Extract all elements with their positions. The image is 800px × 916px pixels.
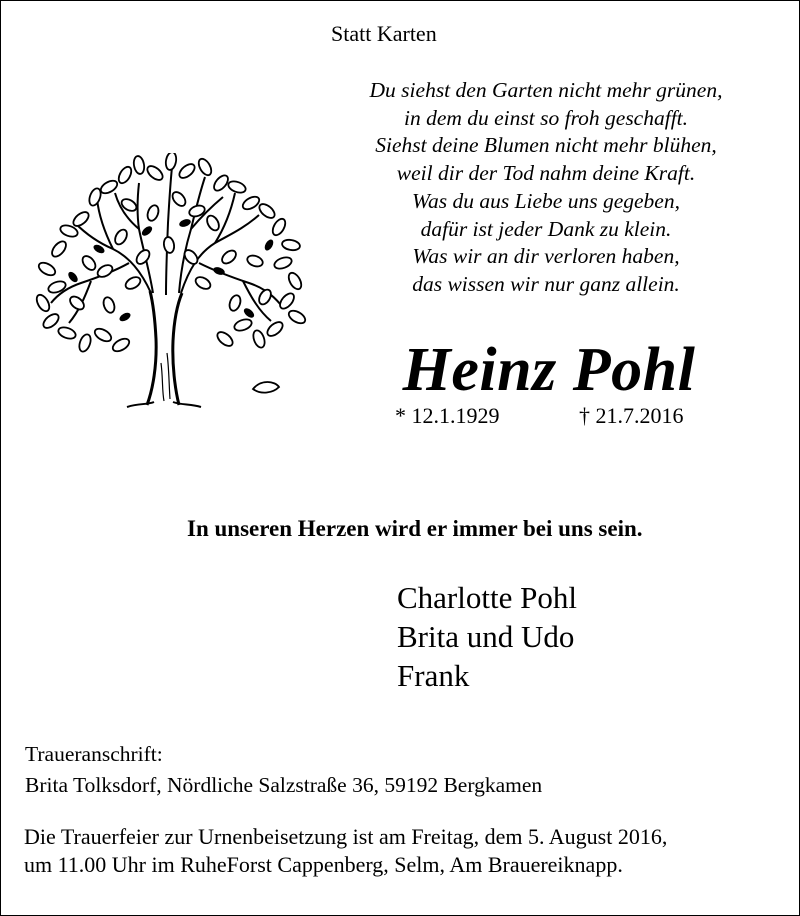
ceremony-line: Die Trauerfeier zur Urnenbeisetzung ist am Freitag, dem 5. August 2016, [24,824,668,849]
poem-line: Du siehst den Garten nicht mehr grünen, [369,78,723,102]
family-member: Charlotte Pohl [397,580,577,615]
deceased-name: Heinz Pohl [402,336,696,404]
ceremony-line: um 11.00 Uhr im RuheForst Cappenberg, Selm, Am Brauereiknapp. [24,852,623,877]
poem-line: Siehst deine Blumen nicht mehr blühen, [375,133,717,158]
poem-line: in dem du einst so froh geschafft. [403,105,689,130]
poem [331,77,761,299]
motto: In unseren Herzen wird er immer bei uns sein. [187,516,643,541]
address-line: Brita Tolksdorf, Nördliche Salzstraße 36, 59192 Bergkamen [25,773,543,797]
ceremony-info [24,823,667,879]
poem-line: weil dir der Tod nahm deine Kraft. [396,161,696,186]
header-statt-karten: Statt Karten [331,21,437,46]
mourning-address [25,739,542,801]
tree-illustration [29,153,309,418]
poem-line: dafür ist jeder Dank zu klein. [420,216,672,241]
poem-line: Was wir an dir verloren haben, [412,244,680,269]
birth-date: * 12.1.1929 [395,403,500,428]
family-signatories [397,578,577,695]
death-date: † 21.7.2016 [579,403,684,428]
family-member: Brita und Udo [397,619,575,654]
poem-line: Was du aus Liebe uns gegeben, [412,188,680,213]
family-member: Frank [397,658,470,693]
poem-line: das wissen wir nur ganz allein. [412,271,680,296]
address-label: Traueranschrift: [25,742,163,766]
